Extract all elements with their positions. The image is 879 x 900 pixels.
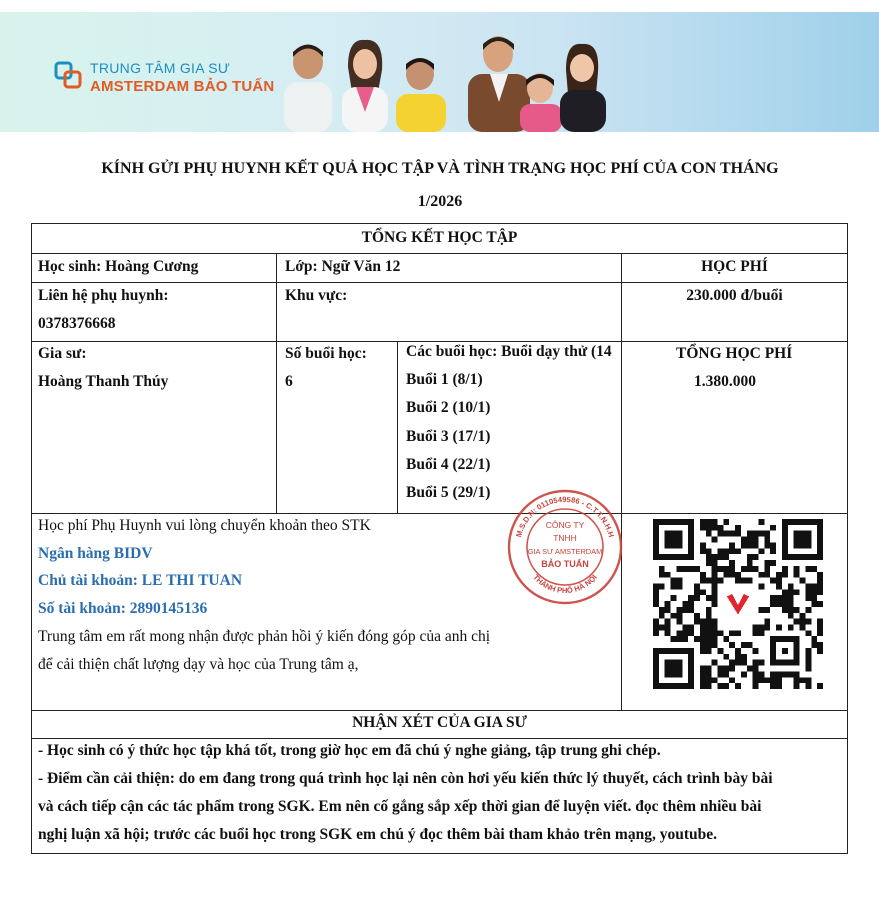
- logo-name-line2: AMSTERDAM BẢO TUẤN: [90, 78, 275, 95]
- fee-per-session: 230.000 đ/buổi: [686, 287, 783, 304]
- list-item: Buổi 3 (17/1): [406, 427, 491, 445]
- logo-icon: [54, 61, 82, 89]
- bank-name: Ngân hàng BIDV: [38, 545, 153, 562]
- sessions-count-label: Số buổi học:: [285, 345, 367, 362]
- logo-name-line1: TRUNG TÂM GIA SƯ: [90, 60, 231, 76]
- stamp-ring-text: M.S.D.N: 0110549586 - C.T.T.N.H.H: [514, 494, 616, 539]
- area-label: Khu vực:: [285, 287, 348, 304]
- qr-code-icon: [653, 518, 823, 690]
- total-fee-label: TỔNG HỌC PHÍ: [676, 345, 793, 362]
- page-title: KÍNH GỬI PHỤ HUYNH KẾT QUẢ HỌC TẬP VÀ TÌNH TRẠNG HỌC PHÍ CỦA CON THÁNG: [101, 160, 779, 177]
- people-photo-icon: [270, 32, 620, 132]
- report-table: [31, 223, 848, 854]
- sessions-label: Các buổi học: Buổi dạy thử (14: [406, 343, 612, 360]
- account-number: Số tài khoản: 2890145136: [38, 600, 208, 617]
- session-list: [406, 371, 490, 512]
- comment-line: và cách tiếp cận các tác phẩm trong SGK. Em nên cố gắng sắp xếp thời gian để luyện viết. đọc thêm nhiều bài: [38, 798, 762, 815]
- header-banner: [0, 12, 879, 132]
- parent-contact-value: 0378376668: [38, 315, 116, 332]
- account-holder: Chủ tài khoản: LE THI TUAN: [38, 572, 243, 589]
- table-heading: TỔNG KẾT HỌC TẬP: [361, 229, 518, 246]
- feedback-request-line2: để cải thiện chất lượng dạy và học của Trung tâm ạ,: [38, 656, 359, 673]
- stamp-line4: BẢO TUẤN: [541, 559, 589, 569]
- sessions-header-clip: [405, 343, 621, 361]
- divider: [276, 253, 277, 514]
- payment-instruction: Học phí Phụ Huynh vui lòng chuyển khoản theo STK: [38, 517, 371, 534]
- company-stamp-icon: [506, 488, 624, 606]
- stamp-line2: TNHH: [553, 533, 577, 543]
- fee-header: HỌC PHÍ: [701, 258, 768, 275]
- stamp-line1: CÔNG TY: [545, 520, 585, 530]
- stamp-line3: GIA SƯ AMSTERDAM: [527, 547, 603, 556]
- divider: [32, 738, 847, 739]
- divider: [397, 341, 398, 514]
- parent-contact-label: Liên hệ phụ huynh:: [38, 287, 169, 304]
- comment-line: - Điểm cần cải thiện: do em đang trong quá trình học lại nên còn hơi yếu kiến thức lý thuyết, cách trình bày bài: [38, 770, 773, 787]
- comments-heading: NHẬN XÉT CỦA GIA SƯ: [352, 714, 527, 731]
- list-item: Buổi 2 (10/1): [406, 399, 491, 417]
- feedback-request-line1: Trung tâm em rất mong nhận được phản hồi ý kiến đóng góp của anh chị: [38, 628, 491, 645]
- tutor-label: Gia sư:: [38, 345, 87, 362]
- sessions-count-value: 6: [285, 373, 293, 390]
- page-title-month: 1/2026: [417, 193, 463, 210]
- divider: [621, 253, 622, 711]
- divider: [32, 341, 847, 342]
- divider: [32, 513, 847, 514]
- divider: [32, 710, 847, 711]
- comment-line: - Học sinh có ý thức học tập khá tốt, trong giờ học em đã chú ý nghe giảng, tập trung ghi chép.: [38, 742, 661, 759]
- student-name: Học sinh: Hoàng Cương: [38, 258, 199, 275]
- list-item: Buổi 4 (22/1): [406, 455, 491, 473]
- class-name: Lớp: Ngữ Văn 12: [285, 258, 401, 275]
- divider: [32, 282, 847, 283]
- divider: [32, 253, 847, 254]
- stamp-ring-text-bottom: THÀNH PHỐ HÀ NỘI: [531, 572, 599, 596]
- total-fee-value: 1.380.000: [694, 373, 756, 390]
- list-item: Buổi 5 (29/1): [406, 484, 491, 502]
- list-item: Buổi 1 (8/1): [406, 371, 483, 388]
- tutor-name: Hoàng Thanh Thúy: [38, 373, 169, 390]
- comment-line: nghị luận xã hội; trước các buổi học trong SGK em chú ý đọc thêm bài tham khảo trên mạng, youtube.: [38, 826, 717, 843]
